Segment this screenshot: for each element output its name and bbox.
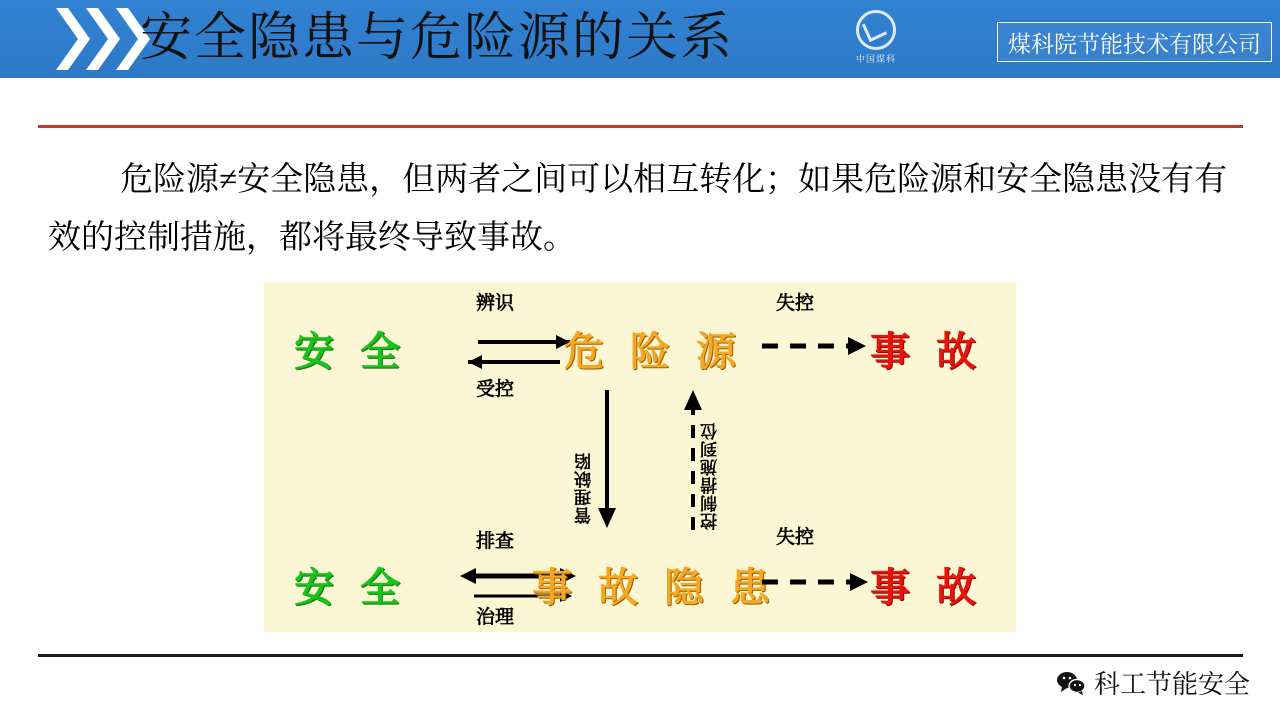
top-hazard-source-word: 危 险 源 — [564, 329, 744, 374]
bottom-loss-of-control-label: 失控 — [776, 527, 815, 548]
top-accident-word: 事 故 — [870, 329, 984, 374]
chevron-right-icon — [86, 8, 120, 70]
bottom-safety-word: 安 全 — [294, 565, 408, 610]
wechat-icon — [1056, 670, 1086, 696]
footer-brand — [1056, 664, 1250, 701]
top-identify-label: 辨识 — [476, 293, 515, 314]
bottom-accident-word: 事 故 — [870, 565, 984, 610]
footer-divider — [38, 654, 1243, 657]
company-logo — [845, 10, 907, 68]
down-arrow-icon — [596, 390, 618, 530]
bottom-govern-label: 治理 — [476, 607, 515, 628]
relationship-diagram — [264, 282, 1016, 632]
top-safety-word: 安 全 — [294, 329, 408, 374]
title-divider — [38, 125, 1243, 128]
bottom-dashed-arrow-icon — [762, 566, 874, 598]
top-loss-of-control-label: 失控 — [776, 293, 815, 314]
bottom-investigate-label: 排查 — [476, 531, 515, 552]
page-title: 安全隐患与危险源的关系 — [140, 10, 735, 67]
chevron-right-icon — [56, 8, 90, 70]
logo-caption: 中国煤科 — [855, 54, 896, 64]
coal-science-logo-icon — [856, 10, 896, 50]
control-measures-label: 控制措施到位 — [701, 422, 720, 530]
management-deficiency-label: 管理缺陷 — [575, 452, 594, 524]
body-paragraph: 危险源≠安全隐患，但两者之间可以相互转化；如果危险源和安全隐患没有有效的控制措施，都将最终导致事故。 — [48, 162, 1228, 256]
top-dashed-arrow-icon — [762, 330, 872, 362]
top-controlled-label: 受控 — [476, 379, 515, 400]
company-name: 煤科院节能技术有限公司 — [1008, 30, 1261, 57]
slide-header — [0, 0, 1280, 78]
company-name-box — [997, 22, 1272, 62]
top-bidirectional-arrow-icon — [464, 330, 574, 380]
footer-brand-text: 科工节能安全 — [1093, 670, 1250, 699]
bottom-accident-hazard-word: 事 故 隐 患 — [532, 565, 778, 610]
